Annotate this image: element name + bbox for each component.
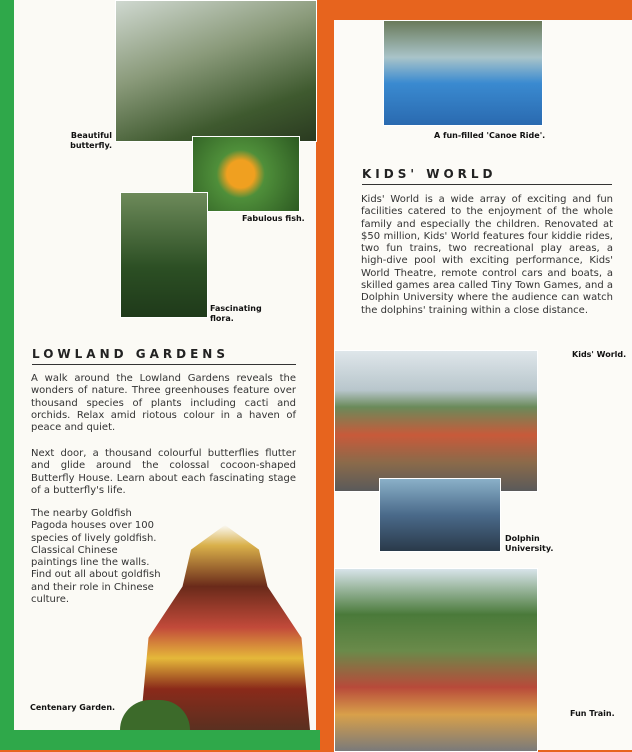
lowland-paragraph-2: Next door, a thousand colourful butterflies flutter and glide around the colossal cocoon-shaped Butterfly House. Learn about each fascinating stage of a butterfly's life.	[31, 448, 296, 496]
lowland-gardens-heading: LOWLAND GARDENS	[32, 347, 296, 365]
lowland-paragraph-1: A walk around the Lowland Gardens reveals the wonders of nature. Three greenhouses feature over thousand species of plants including cacti and orchids. Relax amid riotous colour in a haven of peace and quiet.	[31, 373, 296, 434]
fun-train-photo	[334, 568, 538, 752]
dolphin-photo	[379, 478, 501, 552]
kids-world-photo	[334, 350, 538, 492]
caption-centenary: Centenary Garden.	[30, 703, 116, 712]
fish-photo	[192, 136, 300, 212]
caption-fun-train: Fun Train.	[570, 709, 615, 718]
green-bottom-border	[0, 730, 320, 750]
caption-butterfly: Beautiful butterfly.	[70, 131, 112, 150]
caption-canoe: A fun-filled 'Canoe Ride'.	[434, 131, 546, 140]
flora-photo	[120, 192, 208, 318]
lowland-paragraph-3: The nearby Goldfish Pagoda houses over 100 species of lively goldfish. Classical Chinese paintings line the walls. Find out all about goldfish and their role in Chinese culture.	[31, 508, 161, 606]
caption-flora: Fascinating flora.	[210, 304, 262, 323]
kids-world-heading: KIDS' WORLD	[362, 167, 612, 185]
canoe-ride-photo	[383, 20, 543, 126]
caption-dolphin: Dolphin University.	[505, 534, 554, 553]
kids-world-paragraph: Kids' World is a wide array of exciting and fun facilities catered to the enjoyment of the whole family and especially the children. Renovated at $50 million, Kids' World features four kiddie rides, two fun trains, two recreational play areas, a high-dive pool with exciting performance, Kids' World Theatre, remote control cars and boats, a skilled games area called Tiny Town Games, and a Dolphin University where the audience can watch the dolphins' training within a close distance.	[361, 194, 613, 316]
butterfly-house-photo	[115, 0, 317, 142]
caption-kids-world: Kids' World.	[572, 350, 627, 359]
caption-fish: Fabulous fish.	[242, 214, 305, 223]
